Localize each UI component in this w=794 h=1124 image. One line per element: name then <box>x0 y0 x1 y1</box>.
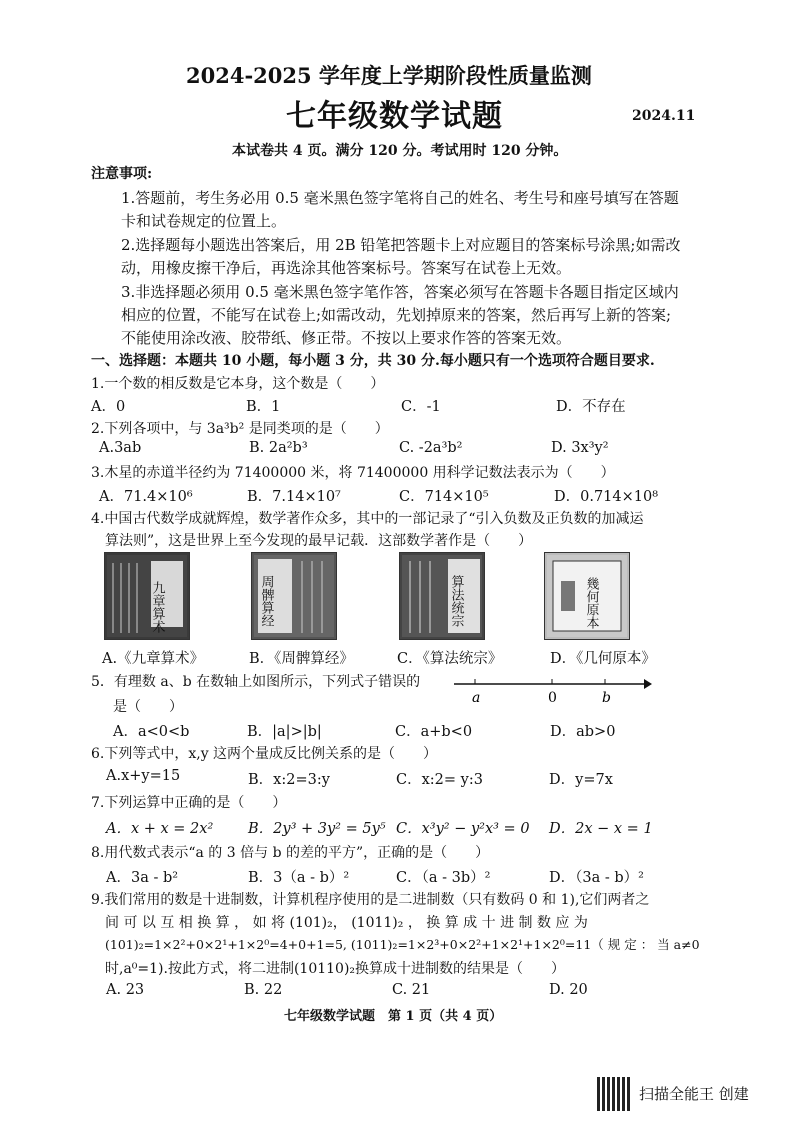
question-stem: 9.我们常用的数是十进制数，计算机程序使用的是二进制数（只有数码 0 和 1),它们两者之 <box>91 892 650 908</box>
book-cover-graphic <box>105 553 189 639</box>
book-image-jiuzhang <box>104 552 190 640</box>
origin-label: 0 <box>548 690 557 706</box>
option-row <box>99 440 609 456</box>
option-a: A．71.4×10⁶ <box>99 489 193 505</box>
question-stem: 8.用代数式表示“a 的 3 倍与 b 的差的平方”，正确的是（ ） <box>91 845 490 861</box>
option-row <box>91 395 626 416</box>
notice-line: 相应的位置，不能写在试卷上;如需改动，先划掉原来的答案，然后再写上新的答案; <box>121 306 672 324</box>
option-row <box>106 768 613 789</box>
point-a-label: a <box>472 690 481 706</box>
question-stem-cont: (101)₂=1×2²+0×2¹+1×2⁰=4+0+1=5, (1011)₂=1×2³+0×2²+1×2¹+1×2⁰=11（ 规 定 ： 当 a≠0 <box>105 937 700 952</box>
option-row <box>106 982 588 998</box>
option-c: C. -2a³b² <box>399 440 463 456</box>
question-stem-cont: 是（ ） <box>113 699 183 715</box>
book-label: 九章算术 <box>149 581 165 633</box>
book-label: 幾何原本 <box>583 577 599 629</box>
option-c: C．（a - 3b）² <box>396 870 491 886</box>
option-d: D．y=7x <box>549 772 613 788</box>
option-d: D．《几何原本》 <box>550 651 656 667</box>
question-stem-cont: 间 可 以 互 相 换 算 ， 如 将 (101)₂， (1011)₂ ， 换 算 成 十 进 制 数 应 为 <box>105 915 588 931</box>
option-row <box>106 866 644 887</box>
option-b: B. 22 <box>244 982 283 998</box>
option-a: A．x + x = 2x² <box>106 821 214 837</box>
option-a: A.《九章算术》 <box>102 651 205 667</box>
option-b: B．2y³ + 3y² = 5y⁵ <box>248 821 386 837</box>
notice-heading: 注意事项: <box>91 166 153 182</box>
notice-line: 动，用橡皮擦干净后，再选涂其他答案标号。答案写在试卷上无效。 <box>121 259 572 277</box>
option-c: C．a+b<0 <box>395 724 473 740</box>
exam-title: 2024-2025 学年度上学期阶段性质量监测 <box>186 63 592 88</box>
option-d: D. 3x³y² <box>551 440 609 456</box>
question-stem: 2.下列各项中，与 3a³b² 是同类项的是（ ） <box>91 421 389 437</box>
option-c: C．714×10⁵ <box>399 489 489 505</box>
option-d: D．ab>0 <box>550 724 616 740</box>
option-d: D．2x − x = 1 <box>549 821 653 837</box>
notice-line: 卡和试卷规定的位置上。 <box>121 212 287 230</box>
notice-line: 2.选择题每小题选出答案后，用 2B 铅笔把答题卡上对应题目的答案标号涂黑;如需改 <box>121 236 681 254</box>
option-row <box>99 485 658 506</box>
option-row <box>113 720 615 741</box>
exam-date: 2024.11 <box>632 108 696 124</box>
book-image-zhoubi <box>251 552 337 640</box>
option-a: A．0 <box>91 399 126 415</box>
option-c: C．-1 <box>401 399 441 415</box>
book-cover-graphic <box>400 553 484 639</box>
number-line <box>452 674 652 706</box>
option-d: D．0.714×10⁸ <box>554 489 659 505</box>
question-stem-cont: 算法则”，这是世界上至今发现的最早记载．这部数学著作是（ ） <box>105 533 533 549</box>
page-footer: 七年级数学试题 第 1 页（共 4 页） <box>284 1009 503 1024</box>
qr-code-icon <box>597 1077 631 1111</box>
option-b: B．《周髀算经》 <box>249 651 354 667</box>
exam-subtitle: 七年级数学试题 <box>286 99 503 134</box>
option-d: D．（3a - b）² <box>549 870 644 886</box>
option-b: B．3（a - b）² <box>248 870 350 886</box>
option-row <box>102 647 656 668</box>
option-a: A.x+y=15 <box>106 768 181 784</box>
option-d: D．不存在 <box>556 399 626 415</box>
option-c: C．《算法统宗》 <box>397 651 503 667</box>
section-heading: 一、选择题：本题共 10 小题，每小题 3 分，共 30 分.每小题只有一个选项符合题目要求. <box>91 353 655 369</box>
option-c: C．x³y² − y²x³ = 0 <box>396 821 530 837</box>
option-b: B．x:2=3:y <box>248 772 330 788</box>
option-a: A.3ab <box>99 440 142 456</box>
option-b: B. 2a²b³ <box>249 440 308 456</box>
notice-line: 不能使用涂改液、胶带纸、修正带。不按以上要求作答的答案无效。 <box>121 329 572 347</box>
book-cover-graphic <box>545 553 629 639</box>
exam-info: 本试卷共 4 页。满分 120 分。考试用时 120 分钟。 <box>232 143 568 159</box>
point-b-label: b <box>602 690 611 706</box>
option-b: B．7.14×10⁷ <box>247 489 341 505</box>
option-c: C．x:2= y:3 <box>396 772 483 788</box>
question-stem: 3.木星的赤道半径约为 71400000 米，将 71400000 用科学记数法表示为（ ） <box>91 465 615 481</box>
book-image-jihe <box>544 552 630 640</box>
question-stem: 1.一个数的相反数是它本身，这个数是（ ） <box>91 376 385 392</box>
option-b: B．1 <box>246 399 281 415</box>
option-a: A．a<0<b <box>113 724 190 740</box>
book-image-suanfa <box>399 552 485 640</box>
option-a: A. 23 <box>106 982 145 998</box>
question-stem: 6.下列等式中，x,y 这两个量成反比例关系的是（ ） <box>91 746 438 762</box>
notice-line: 3.非选择题必须用 0.5 毫米黑色签字笔作答，答案必须写在答题卡各题目指定区域内 <box>121 283 679 301</box>
option-b: B．|a|>|b| <box>247 724 322 740</box>
notice-line: 1.答题前，考生务必用 0.5 毫米黑色签字笔将自己的姓名、考生号和座号填写在答题 <box>121 189 679 207</box>
option-c: C. 21 <box>392 982 431 998</box>
book-label: 算法统宗 <box>448 575 464 627</box>
option-row <box>106 817 653 838</box>
book-cover-graphic <box>252 553 336 639</box>
question-stem: 7.下列运算中正确的是（ ） <box>91 795 287 811</box>
question-stem: 4.中国古代数学成就辉煌，数学著作众多，其中的一部记录了“引入负数及正负数的加减运 <box>91 511 644 527</box>
scanner-watermark: 扫描全能王 创建 <box>639 1085 749 1103</box>
book-label: 周髀算经 <box>258 575 274 627</box>
option-d: D. 20 <box>549 982 588 998</box>
question-stem-cont: 时,a⁰=1).按此方式，将二进制(10110)₂换算成十进制数的结果是（ ） <box>105 961 566 977</box>
option-a: A．3a - b² <box>106 870 179 886</box>
question-stem: 5．有理数 a、b 在数轴上如图所示，下列式子错误的 <box>91 674 421 690</box>
